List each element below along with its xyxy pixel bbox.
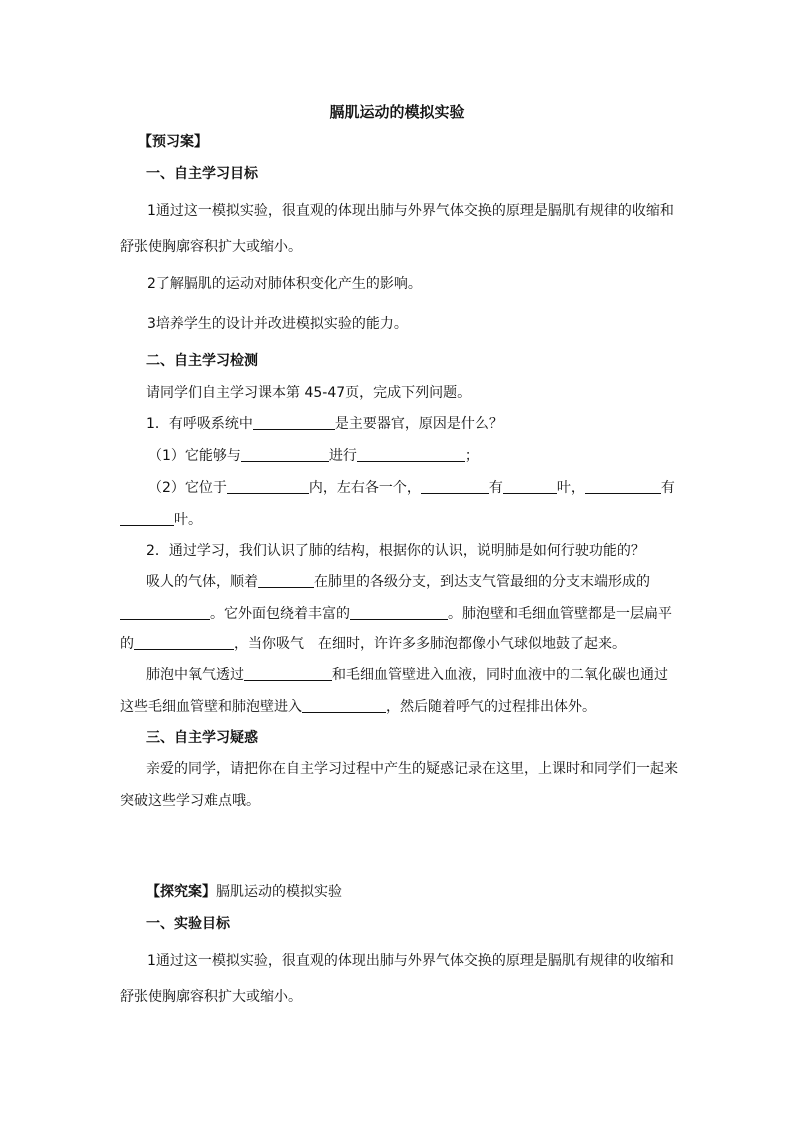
para1-line1 [146,572,650,592]
section2-intro: 请同学们自主学习课本第 45-47页，完成下列问题。 [146,385,472,401]
explore-label: 【探究案】 [146,884,216,900]
q1-1-text-b: 进行 [328,448,357,464]
q1-2-text-b: 内，左右各一个， [308,480,421,496]
answer-blank[interactable] [503,479,557,494]
goal1-line-a: 1通过这一模拟实验，很直观的体现出肺与外界气体交换的原理是膈肌有规律的收缩和 [147,203,674,219]
question1-part2 [148,478,675,498]
q1-1-text-a: （1）它能够与 [148,448,241,464]
p1-text-e: 的 [120,636,134,652]
goal2-line: 2了解膈肌的运动对肺体积变化产生的影响。 [147,276,422,292]
q1-2-text-e: 有 [660,480,675,496]
q1-2-text-a: （2）它位于 [148,480,227,496]
question1-part1 [148,446,479,466]
p1-text-a: 吸人的气体，顺着 [146,574,258,590]
answer-blank[interactable] [120,605,210,620]
question2: 2．通过学习，我们认识了肺的结构，根据你的认识，说明肺是如何行驶功能的？ [146,543,645,559]
section3-line-a: 亲爱的同学，请把你在自主学习过程中产生的疑惑记录在这里，上课时和同学们一起来 [146,761,678,777]
answer-blank[interactable] [421,479,489,494]
para1-line2 [120,604,672,624]
q1-2-text-c: 有 [488,480,503,496]
question1-part2-cont [120,510,202,530]
answer-blank[interactable] [227,479,309,494]
para2-line1 [146,665,668,685]
page-title: 膈肌运动的模拟实验 [329,103,465,121]
answer-blank[interactable] [258,573,314,588]
answer-blank[interactable] [134,635,234,650]
question1 [146,414,503,434]
p1-text-d: 。肺泡壁和毛细血管壁都是一层扁平 [448,606,672,622]
explore-title: 膈肌运动的模拟实验 [216,884,342,900]
answer-blank[interactable] [253,415,335,430]
section2-heading: 二、自主学习检测 [146,353,258,369]
q1-1-text-c: ； [464,448,479,464]
explore-label-line [146,882,342,902]
p1-text-b: 在肺里的各级分支，到达支气管最细的分支末端形成的 [314,574,650,590]
para1-line3 [120,634,626,654]
section3-heading: 三、自主学习疑惑 [146,730,258,746]
q1-text-a: 1．有呼吸系统中 [146,416,253,432]
answer-blank[interactable] [120,511,174,526]
answer-blank[interactable] [585,479,661,494]
explore-goal1-line-b: 舒张使胸廓容积扩大或缩小。 [120,989,302,1005]
section1-heading: 一、自主学习目标 [146,166,258,182]
explore-heading: 一、实验目标 [146,916,230,932]
section3-line-b: 突破这些学习难点哦。 [120,793,260,809]
p1-text-g: 在细时，许许多多肺泡都像小气球似地鼓了起来。 [318,636,626,652]
preview-label: 【预习案】 [138,134,208,150]
p2-text-d: ，然后随着呼气的过程排出体外。 [386,699,596,715]
explore-goal1-line-a: 1通过这一模拟实验，很直观的体现出肺与外界气体交换的原理是膈肌有规律的收缩和 [147,953,674,969]
answer-blank[interactable] [302,698,386,713]
para2-line2 [120,697,596,717]
q1-2-text-f: 叶。 [174,512,202,528]
answer-blank[interactable] [350,605,448,620]
answer-blank[interactable] [357,447,465,462]
q1-2-text-d: 叶， [556,480,585,496]
q1-text-b: 是主要器官，原因是什么？ [334,416,503,432]
p2-text-a: 肺泡中氧气透过 [146,667,244,683]
p2-text-b: 和毛细血管壁进入血液，同时血液中的二氧化碳也通过 [332,667,668,683]
p1-text-c: 。它外面包绕着丰富的 [210,606,350,622]
p1-text-f: ，当你吸气 [234,636,304,652]
goal1-line-b: 舒张使胸廓容积扩大或缩小。 [120,239,302,255]
p2-text-c: 这些毛细血管壁和肺泡壁进入 [120,699,302,715]
answer-blank[interactable] [244,666,332,681]
answer-blank[interactable] [241,447,329,462]
goal3-line: 3培养学生的设计并改进模拟实验的能力。 [147,316,408,332]
